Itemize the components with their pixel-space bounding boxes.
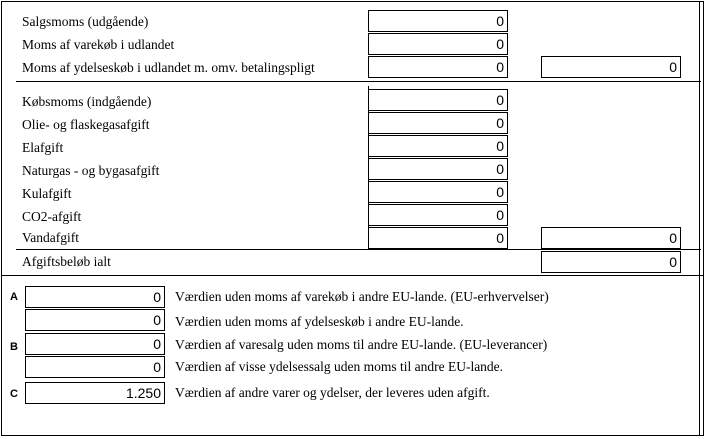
- value-olie-flaskegas: 0: [496, 115, 504, 131]
- value-moms-ydelseskoeb-udland: 0: [496, 59, 504, 75]
- group-letter-a: A: [10, 291, 18, 303]
- input-naturgas[interactable]: [368, 158, 508, 180]
- input-co2-afgift[interactable]: [368, 204, 508, 226]
- value-salgsmoms: 0: [496, 13, 504, 29]
- input-total-output-vat[interactable]: [541, 56, 681, 78]
- group-letter-c: C: [10, 388, 18, 400]
- label-salgsmoms: Salgsmoms (udgående): [22, 14, 149, 29]
- label-co2-afgift: CO2-afgift: [22, 209, 82, 224]
- input-eu-ydelseskoeb[interactable]: [25, 309, 165, 331]
- value-naturgas: 0: [496, 161, 504, 177]
- label-eu-leverancer: Værdien af varesalg uden moms til andre EU-lande. (EU-leverancer): [175, 337, 548, 352]
- value-eu-ydelsessalg: 0: [153, 359, 161, 375]
- section-divider-3: [2, 275, 703, 276]
- input-eu-leverancer[interactable]: [25, 333, 165, 355]
- right-guide-line: [699, 2, 700, 435]
- input-afgiftsbeloeb-ialt[interactable]: [541, 251, 681, 273]
- label-kulafgift: Kulafgift: [22, 186, 72, 201]
- label-eu-erhvervelser: Værdien uden moms af varekøb i andre EU-lande. (EU-erhvervelser): [175, 289, 549, 304]
- input-eu-ydelsessalg[interactable]: [25, 356, 165, 378]
- value-afgiftsbeloeb-ialt: 0: [669, 254, 677, 270]
- value-eu-leverancer: 0: [153, 336, 161, 352]
- label-eu-ydelsessalg: Værdien af visse ydelsessalg uden moms til andre EU-lande.: [175, 359, 504, 374]
- input-olie-flaskegas[interactable]: [368, 112, 508, 134]
- input-elafgift[interactable]: [368, 135, 508, 157]
- value-eu-ydelseskoeb: 0: [153, 312, 161, 328]
- input-vandafgift[interactable]: [368, 227, 508, 249]
- label-elafgift: Elafgift: [22, 140, 64, 155]
- value-moms-varekoeb-udland: 0: [496, 36, 504, 52]
- input-moms-ydelseskoeb-udland[interactable]: [368, 56, 508, 78]
- group-letter-b: B: [10, 341, 18, 353]
- label-olie-flaskegas: Olie- og flaskegasafgift: [22, 117, 150, 132]
- input-eu-erhvervelser[interactable]: [25, 286, 165, 308]
- value-total-deductions: 0: [669, 230, 677, 246]
- vat-return-form: [1, 1, 704, 436]
- value-leveret-uden-afgift: 1.250: [125, 385, 161, 401]
- value-total-output-vat: 0: [669, 59, 677, 75]
- section-divider-2: [16, 249, 701, 250]
- label-koebsmoms: Købsmoms (indgående): [22, 94, 152, 109]
- value-kulafgift: 0: [496, 184, 504, 200]
- value-co2-afgift: 0: [496, 207, 504, 223]
- input-total-deductions[interactable]: [541, 227, 681, 249]
- label-moms-varekoeb-udland: Moms af varekøb i udlandet: [22, 37, 175, 52]
- label-naturgas: Naturgas - og bygasafgift: [22, 163, 160, 178]
- label-vandafgift: Vandafgift: [22, 230, 79, 245]
- input-moms-varekoeb-udland[interactable]: [368, 33, 508, 55]
- value-elafgift: 0: [496, 138, 504, 154]
- label-eu-ydelseskoeb: Værdien uden moms af ydelseskøb i andre EU-lande.: [175, 314, 464, 329]
- input-leveret-uden-afgift[interactable]: [25, 382, 165, 404]
- label-afgiftsbeloeb-ialt: Afgiftsbeløb ialt: [22, 254, 111, 269]
- input-kulafgift[interactable]: [368, 181, 508, 203]
- input-koebsmoms[interactable]: [368, 89, 508, 111]
- label-leveret-uden-afgift: Værdien af andre varer og ydelser, der leveres uden afgift.: [175, 385, 490, 400]
- label-moms-ydelseskoeb-udland: Moms af ydelseskøb i udlandet m. omv. betalingspligt: [22, 60, 315, 75]
- value-vandafgift: 0: [496, 230, 504, 246]
- value-koebsmoms: 0: [496, 92, 504, 108]
- section-divider-1: [16, 81, 701, 82]
- value-eu-erhvervelser: 0: [153, 289, 161, 305]
- input-salgsmoms[interactable]: [368, 10, 508, 32]
